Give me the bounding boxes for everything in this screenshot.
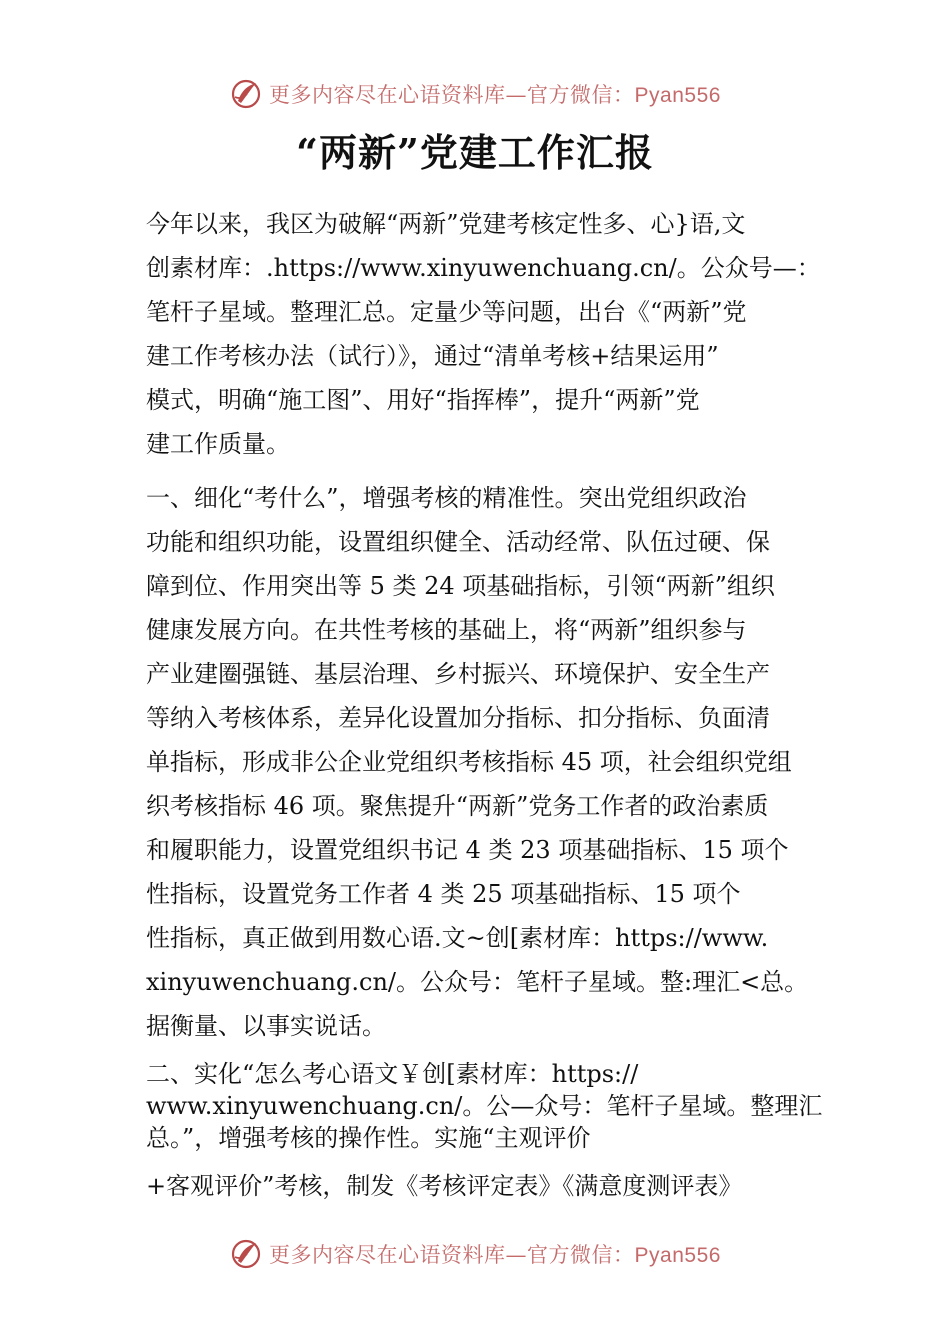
text-line: 创素材库：.https://www.xinyuwenchuang.cn/。公众号—：	[146, 254, 821, 282]
text-line: 建工作考核办法（试行）》，通过“清单考核+结果运用”	[146, 342, 719, 370]
text-line: 笔杆子星域。整理汇总。定量少等问题，出台《“两新”党	[146, 298, 747, 326]
footer-watermark	[0, 1232, 950, 1276]
text-line: 二、实化“怎么考心语文￥创[素材库：https://	[146, 1060, 639, 1088]
text-line: 建工作质量。	[146, 430, 290, 458]
watermark-label: 更多内容尽在心语资料库—官方微信：	[269, 83, 635, 107]
text-line: 模式，明确“施工图”、用好“指挥棒”，提升“两新”党	[146, 386, 700, 414]
watermark-wechat-id: Pyan556	[634, 1244, 721, 1267]
paragraph-intro	[146, 202, 821, 466]
text-line: 等纳入考核体系，差异化设置加分指标、扣分指标、负面清	[146, 704, 770, 732]
paragraph-section-2	[146, 1058, 823, 1154]
text-line: www.xinyuwenchuang.cn/。公—众号：笔杆子星域。整理汇	[146, 1092, 823, 1120]
logo-icon	[229, 77, 263, 111]
watermark-text	[269, 1239, 721, 1269]
document-body	[146, 202, 823, 1218]
document-title: “两新”党建工作汇报	[296, 130, 654, 175]
text-line: 健康发展方向。在共性考核的基础上，将“两新”组织参与	[146, 616, 747, 644]
paragraph-section-2-continued	[146, 1164, 818, 1208]
text-line: 今年以来，我区为破解“两新”党建考核定性多、心}语,文	[146, 210, 746, 238]
text-line: 和履职能力，设置党组织书记 4 类 23 项基础指标、15 项个	[146, 836, 789, 864]
text-line: 织考核指标 46 项。聚焦提升“两新”党务工作者的政治素质	[146, 792, 769, 820]
text-line: 性指标，真正做到用数心语.文~创[素材库：https://www.	[146, 924, 769, 952]
text-line: 产业建圈强链、基层治理、乡村振兴、环境保护、安全生产	[146, 660, 770, 688]
watermark-label: 更多内容尽在心语资料库—官方微信：	[269, 1243, 635, 1267]
text-line: 单指标，形成非公企业党组织考核指标 45 项，社会组织党组	[146, 748, 792, 776]
logo-icon	[229, 1237, 263, 1271]
text-line: 障到位、作用突出等 5 类 24 项基础指标，引领“两新”组织	[146, 572, 775, 600]
watermark-text	[269, 79, 721, 109]
paragraph-section-1	[146, 476, 818, 1048]
text-line: +客观评价”考核，制发《考核评定表》《满意度测评表》	[146, 1172, 743, 1200]
text-line: 性指标，设置党务工作者 4 类 25 项基础指标、15 项个	[146, 880, 741, 908]
text-line: 总。”，增强考核的操作性。实施“主观评价	[146, 1124, 591, 1152]
text-line: 据衡量、以事实说话。	[146, 1012, 386, 1040]
text-line: 一、细化“考什么”，增强考核的精准性。突出党组织政治	[146, 484, 747, 512]
header-watermark	[0, 72, 950, 116]
text-line: 功能和组织功能，设置组织健全、活动经常、队伍过硬、保	[146, 528, 770, 556]
text-line: xinyuwenchuang.cn/。公众号：笔杆子星域。整:理汇<总。	[146, 968, 809, 996]
watermark-wechat-id: Pyan556	[634, 84, 721, 107]
